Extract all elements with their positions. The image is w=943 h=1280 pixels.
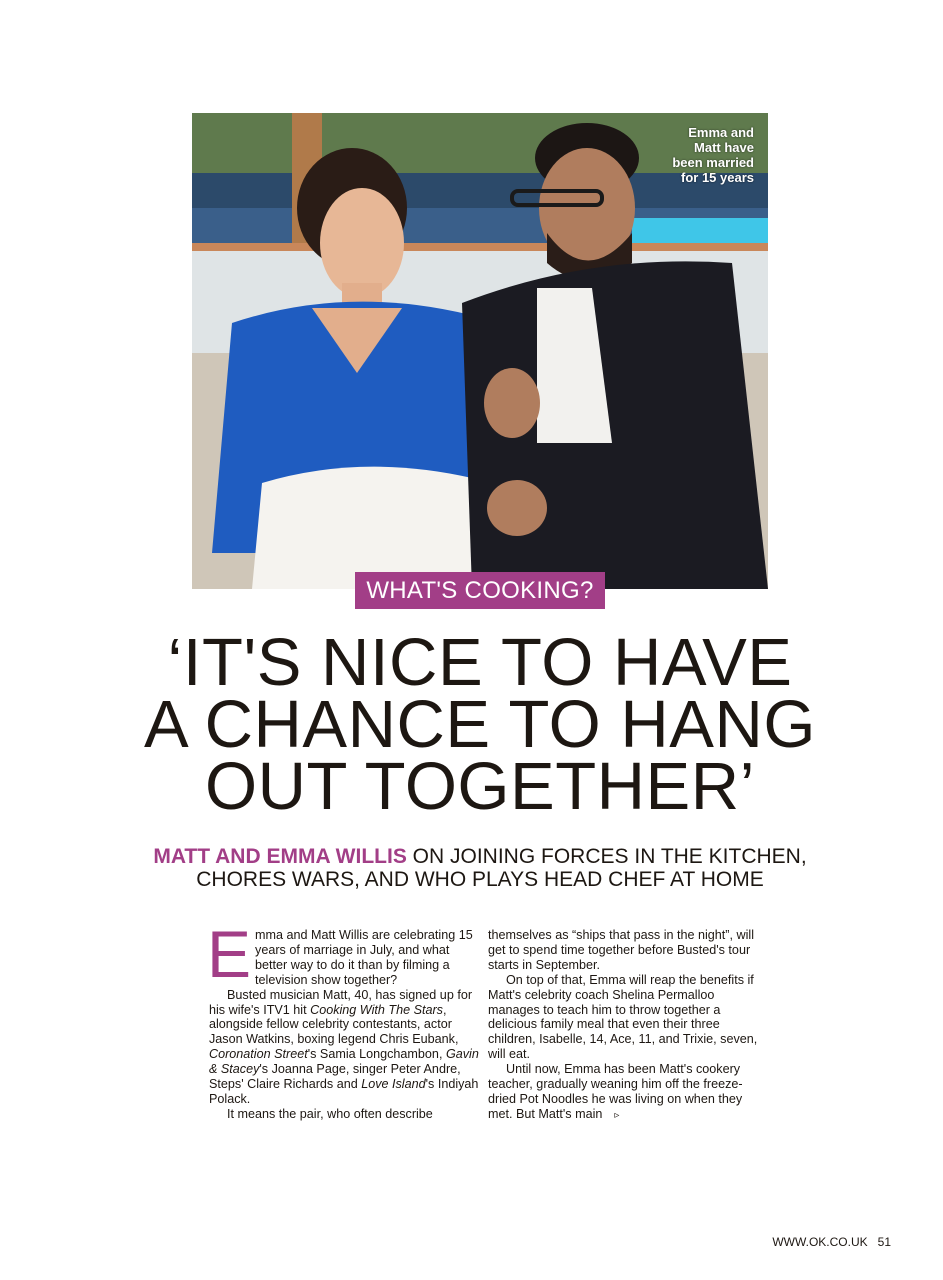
show-title: Love Island bbox=[361, 1077, 426, 1092]
standfirst bbox=[80, 845, 880, 891]
body-paragraph: On top of that, Emma will reap the benefits if Matt's celebrity coach Shelina Permalloo manages to teach him to throw together a delicious family meal that even their three children, Isabelle, 14, Ace, 11, and Trixie, seven, will eat. bbox=[488, 972, 758, 1062]
standfirst-line2: CHORES WARS, AND WHO PLAYS HEAD CHEF AT HOME bbox=[196, 868, 764, 891]
page-number: 51 bbox=[877, 1235, 891, 1249]
body-paragraph bbox=[209, 988, 481, 1107]
standfirst-line1: ON JOINING FORCES IN THE KITCHEN, bbox=[406, 845, 807, 868]
body-text: 's Indiyah Polack. bbox=[209, 1077, 479, 1106]
headline bbox=[60, 625, 900, 824]
body-text: 's Joanna Page, singer Peter Andre, Steps' Claire Richards and bbox=[209, 1062, 461, 1092]
caption-line: for 15 years bbox=[681, 170, 754, 185]
section-tag: WHAT'S COOKING? bbox=[355, 572, 605, 609]
continue-arrow-icon: ▹ bbox=[614, 1109, 620, 1121]
body-text: mma and Matt Willis are celebrating 15 years of marriage in July, and what better way to do it than by filming a television show together? bbox=[255, 928, 473, 987]
headline-line: OUT TOGETHER’ bbox=[204, 749, 756, 824]
body-column-2 bbox=[488, 928, 760, 1124]
photo-caption bbox=[672, 125, 754, 185]
body-paragraph bbox=[488, 1062, 760, 1124]
body-paragraph: It means the pair, who often describe bbox=[227, 1106, 433, 1121]
footer-site: WWW.OK.CO.UK bbox=[772, 1235, 868, 1249]
show-title: Cooking With The Stars bbox=[310, 1002, 443, 1017]
show-title: Gavin & Stacey bbox=[209, 1047, 479, 1077]
caption-line: Emma and bbox=[688, 125, 754, 140]
body-column-1 bbox=[207, 917, 481, 1122]
caption-line: Matt have bbox=[694, 140, 754, 155]
body-text: Until now, Emma has been Matt's cookery teacher, gradually weaning him off the freeze-dried Pot Noodles he was living on when they met. But Matt's main bbox=[488, 1062, 743, 1121]
body-text: 's Samia Longchambon, bbox=[307, 1047, 446, 1062]
body-text: , alongside fellow celebrity contestants, actor Jason Watkins, boxing legend Chris Eubank, bbox=[209, 1002, 459, 1047]
page-footer bbox=[772, 1235, 891, 1249]
body-text: Busted musician Matt, 40, has signed up for his wife's ITV1 hit bbox=[209, 987, 473, 1017]
headline-line: A CHANCE TO HANG bbox=[144, 687, 816, 762]
show-title: Coronation Street bbox=[209, 1047, 308, 1062]
caption-line: been married bbox=[672, 155, 754, 170]
drop-cap: E bbox=[207, 917, 252, 991]
body-paragraph bbox=[207, 917, 481, 991]
headline-line: ‘IT'S NICE TO HAVE bbox=[167, 625, 793, 700]
body-paragraph: themselves as “ships that pass in the night”, will get to spend time together before Busted's tour starts in September. bbox=[488, 928, 754, 972]
cover-photo bbox=[192, 113, 768, 589]
standfirst-names: MATT AND EMMA WILLIS bbox=[153, 845, 407, 868]
